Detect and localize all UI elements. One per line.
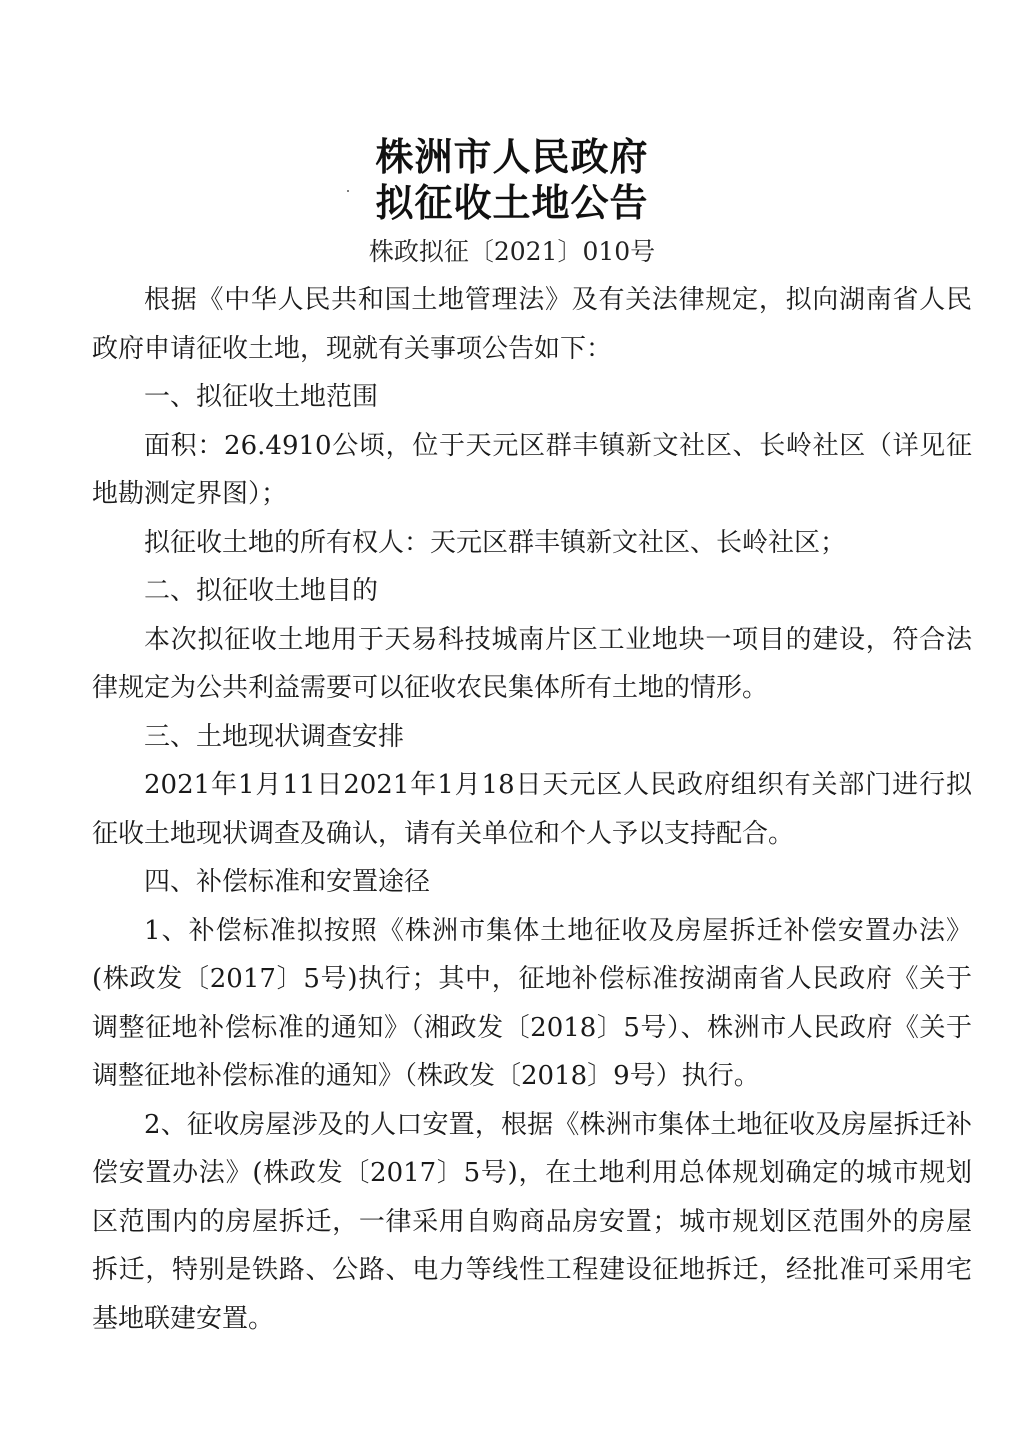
survey-paragraph: 2021年1月11日2021年1月18日天元区人民政府组织有关部门进行拟征收土地现状调查及确认，请有关单位和个人予以支持配合。: [92, 770, 972, 849]
owner-paragraph: 拟征收土地的所有权人：天元区群丰镇新文社区、长岭社区；: [144, 527, 847, 558]
compensation-paragraph-1: 1、补偿标准拟按照《株洲市集体土地征收及房屋拆迁补偿安置办法》(株政发〔2017〕5号)执行；其中，征地补偿标准按湖南省人民政府《关于调整征地补偿标准的通知》（湘政发〔2018〕5号）、株洲市人民政府《关于调整征地补偿标准的通知》（株政发〔2018〕9号）执行。: [92, 915, 972, 1091]
section-heading-survey: 三、土地现状调查安排: [144, 721, 405, 752]
issuer-title: 株洲市人民政府: [375, 135, 649, 179]
notice-title: 拟征收土地公告: [375, 181, 649, 225]
section-heading-compensation: 四、补偿标准和安置途径: [144, 867, 431, 897]
section-heading-scope: 一、拟征收土地范围: [144, 382, 379, 412]
purpose-paragraph: 本次拟征收土地用于天易科技城南片区工业地块一项目的建设，符合法律规定为公共利益需要可以征收农民集体所有土地的情形。: [92, 624, 972, 703]
area-paragraph: 面积：26.4910公顷，位于天元区群丰镇新文社区、长岭社区（详见征地勘测定界图）；: [92, 430, 972, 509]
intro-paragraph: 根据《中华人民共和国土地管理法》及有关法律规定，拟向湖南省人民政府申请征收土地，现就有关事项公告如下：: [92, 285, 972, 364]
notice-body: [92, 276, 972, 1343]
compensation-paragraph-2: 2、征收房屋涉及的人口安置，根据《株洲市集体土地征收及房屋拆迁补偿安置办法》(株政发〔2017〕5号)，在土地利用总体规划确定的城市规划区范围内的房屋拆迁，一律采用自购商品房安置；城市规划区范围外的房屋拆迁，特别是铁路、公路、电力等线性工程建设征地拆迁，经批准可采用宅基地联建安置。: [92, 1109, 972, 1334]
section-heading-purpose: 二、拟征收土地目的: [144, 576, 379, 606]
document-number: 株政拟征〔2021〕010号: [368, 237, 656, 266]
